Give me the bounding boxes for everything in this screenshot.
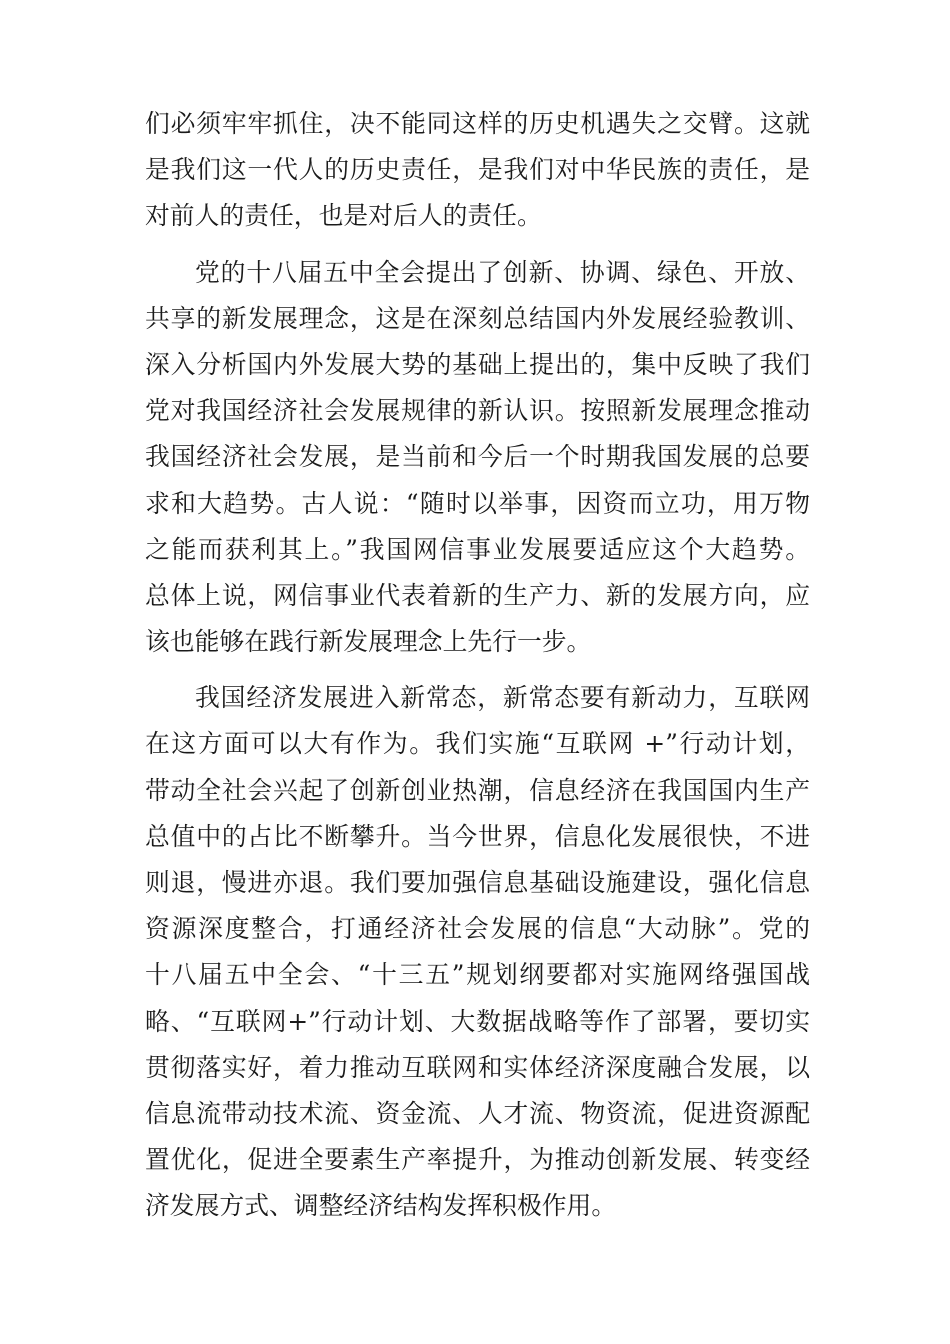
text-line: 我国经济发展进入新常态，新常态要有新动力，互联网 [195,683,810,713]
text-line: 信息流带动技术流、资金流、人才流、物资流，促进资源配 [145,1098,810,1128]
text-line: 则退，慢进亦退。我们要加强信息基础设施建设，强化信息 [145,868,810,897]
text-line: 对前人的责任，也是对后人的责任。 [145,201,542,231]
paragraph-gap [145,240,810,250]
text-line: 总值中的占比不断攀升。当今世界，信息化发展很快，不进 [145,821,810,851]
text-line: 们必须牢牢抓住，决不能同这样的历史机遇失之交臂。这就 [145,109,810,138]
text-line: 深入分析国内外发展大势的基础上提出的，集中反映了我们 [145,349,810,379]
text-line: 在这方面可以大有作为。我们实施“互联网 +”行动计划， [145,729,810,759]
text-line: 之能而获利其上。”我国网信事业发展要适应这个大趋势。 [145,534,810,564]
text-line: 带动全社会兴起了创新创业热潮，信息经济在我国国内生产 [145,775,810,805]
text-line: 该也能够在践行新发展理念上先行一步。 [145,627,592,657]
text-line: 是我们这一代人的历史责任，是我们对中华民族的责任，是 [145,155,810,185]
text-line: 济发展方式、调整经济结构发挥积极作用。 [145,1191,617,1221]
paragraph-3 [145,675,810,1229]
text-line: 党对我国经济社会发展规律的新认识。按照新发展理念推动 [145,396,810,426]
text-line: 十八届五中全会、“十三五”规划纲要都对实施网络强国战 [145,960,810,990]
text-line: 资源深度整合，打通经济社会发展的信息“大动脉”。党的 [145,914,810,944]
text-line: 共享的新发展理念，这是在深刻总结国内外发展经验教训、 [145,303,810,333]
paragraph-gap [145,665,810,675]
text-line: 略、“互联网+”行动计划、大数据战略等作了部署，要切实 [145,1006,810,1036]
text-line: 置优化，促进全要素生产率提升，为推动创新发展、转变经 [145,1145,810,1175]
document-body [145,101,810,1230]
text-line: 贯彻落实好，着力推动互联网和实体经济深度融合发展，以 [145,1052,810,1082]
text-line: 总体上说，网信事业代表着新的生产力、新的发展方向，应 [145,580,810,610]
text-line: 求和大趋势。古人说：“随时以举事，因资而立功，用万物 [145,488,810,518]
text-line: 党的十八届五中全会提出了创新、协调、绿色、开放、 [195,257,810,287]
text-line: 我国经济社会发展，是当前和今后一个时期我国发展的总要 [145,442,810,472]
paragraph-2 [145,250,810,666]
paragraph-1 [145,101,810,240]
